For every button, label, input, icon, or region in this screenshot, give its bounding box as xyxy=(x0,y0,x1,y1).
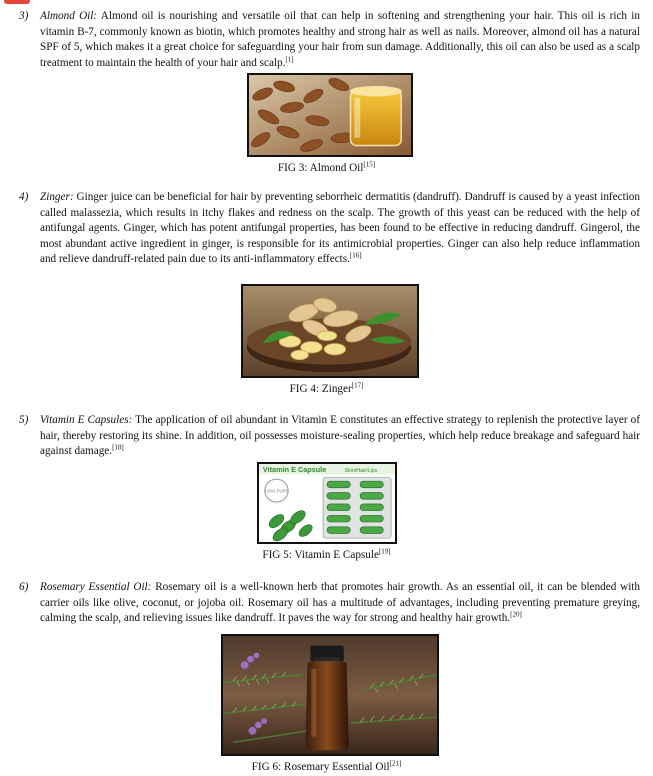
image-seal-text: 100% PURE xyxy=(264,488,289,494)
almond-oil-image xyxy=(247,73,413,157)
figure-caption xyxy=(0,760,653,774)
figure-caption-text: FIG 6: Rosemary Essential Oil xyxy=(251,761,390,773)
item-paragraph xyxy=(40,413,640,460)
vitamin-e-capsule-image xyxy=(257,462,397,544)
item-paragraph xyxy=(40,9,640,71)
figure-caption xyxy=(0,382,653,396)
citation-ref: [16] xyxy=(349,251,362,260)
item-number: 5) xyxy=(19,414,29,426)
item-number: 4) xyxy=(19,191,29,203)
figure-ref: [15] xyxy=(363,160,376,169)
item-body: The application of oil abundant in Vitamin E constitutes an effective strategy to replenish the protective layer of hair, thereby restoring its shine. In addition, oil possesses moisture-sealing properties, which help reduce breakage and safeguard hair against damage. xyxy=(40,414,640,458)
figure-caption xyxy=(0,548,653,562)
item-title: Vitamin E Capsules: xyxy=(40,414,133,426)
item-number: 6) xyxy=(19,581,29,593)
image-brand-text: Vitamin E Capsule xyxy=(262,465,327,475)
ginger-image xyxy=(241,284,419,378)
figure-caption xyxy=(0,161,653,175)
figure-caption-text: FIG 3: Almond Oil xyxy=(277,162,364,174)
citation-ref: [18] xyxy=(112,443,124,452)
item-title: Almond Oil: xyxy=(40,10,98,22)
item-body: Rosemary oil is a well-known herb that promotes hair growth. As an essential oil, it can be blended with carrier oils like olive, coconut, or jojoba oil. Rosemary oil has a multitude of advantages, including preventing premature greying, calming the scalp, and relieving issues like dandruff. It paves the way for strong and healthy hair growth. xyxy=(40,581,641,625)
rosemary-oil-image xyxy=(221,634,439,756)
citation-ref: [1] xyxy=(285,55,294,64)
page-corner-mark xyxy=(4,0,30,4)
figure-caption-text: FIG 4: Zinger xyxy=(289,383,352,395)
item-title: Zinger: xyxy=(40,191,74,203)
item-paragraph xyxy=(40,190,640,268)
item-paragraph xyxy=(40,580,640,627)
figure-caption-text: FIG 5: Vitamin E Capsule xyxy=(262,549,379,561)
item-title: Rosemary Essential Oil: xyxy=(40,581,152,593)
image-tagline-text: Skin/Hair/Lips xyxy=(344,468,378,475)
item-body: Almond oil is nourishing and versatile oil that can help in softening and strengthening your hair. This oil is rich in vitamin B-7, commonly known as biotin, which promotes healthy and strong hair as well as nails. Moreover, almond oil has a natural SPF of 5, which makes it a great choice for safeguarding your hair from sun damage. Additionally, this oil can also be used as a scalp treatment to maintain the health of your hair and scalp. xyxy=(40,10,640,69)
figure-ref: [21] xyxy=(389,759,402,768)
figure-ref: [17] xyxy=(351,381,364,390)
figure-ref: [19] xyxy=(378,547,391,556)
item-body: Ginger juice can be beneficial for hair by preventing seborrheic dermatitis (dandruff). Dandruff is caused by a yeast infection called malassezia, which results in itchy flakes and redness on the scalp. The growth of this yeast can be reduced with the help of antifungal agents. Ginger, which has potent antifungal properties, has been found to be effective in reducing dandruff. Gingerol, the most abundant active ingredient in ginger, is responsible for its antimicrobial properties. Ginger can also help reduce inflammation and relieve dandruff-related pain due to its anti-inflammatory effects. xyxy=(40,191,640,266)
citation-ref: [20] xyxy=(510,610,522,619)
item-number: 3) xyxy=(19,10,29,22)
